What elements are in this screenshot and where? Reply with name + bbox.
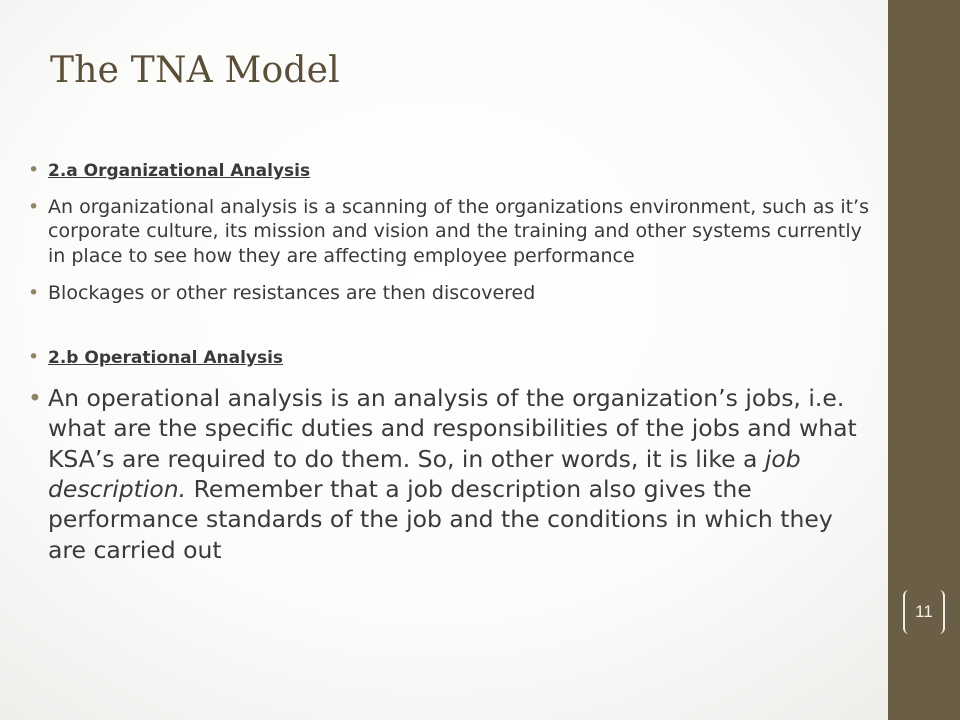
heading-organizational-analysis: 2.a Organizational Analysis — [48, 161, 311, 181]
bullet-heading-operational — [26, 345, 876, 370]
operational-text-italic: job description. — [48, 444, 801, 504]
bullet-organizational-description: • An organizational analysis is a scanning of the organizations environment, such as it’s corporate culture, its mission and vision and the training and other systems currently in place to see how they are affecting employee performance — [26, 195, 876, 269]
slide-title: The TNA Model — [50, 50, 340, 91]
bullet-heading-organizational — [26, 158, 876, 183]
bullet-list — [26, 150, 876, 565]
operational-text-part1: An operational analysis is an analysis of the organization’s jobs, i.e. what are the specific duties and responsibilities of the jobs and what KSA’s are required to do them. So, in other words, it is like a — [48, 384, 857, 473]
page-number: 11 — [903, 590, 945, 634]
heading-operational-analysis: 2.b Operational Analysis — [48, 348, 284, 369]
bullet-operational-description — [26, 383, 876, 565]
operational-text-part2: Remember that a job description also gives the performance standards of the job and the conditions in which they are carried out — [48, 475, 833, 564]
bullet-blockages: • Blockages or other resistances are then discovered — [26, 281, 876, 306]
